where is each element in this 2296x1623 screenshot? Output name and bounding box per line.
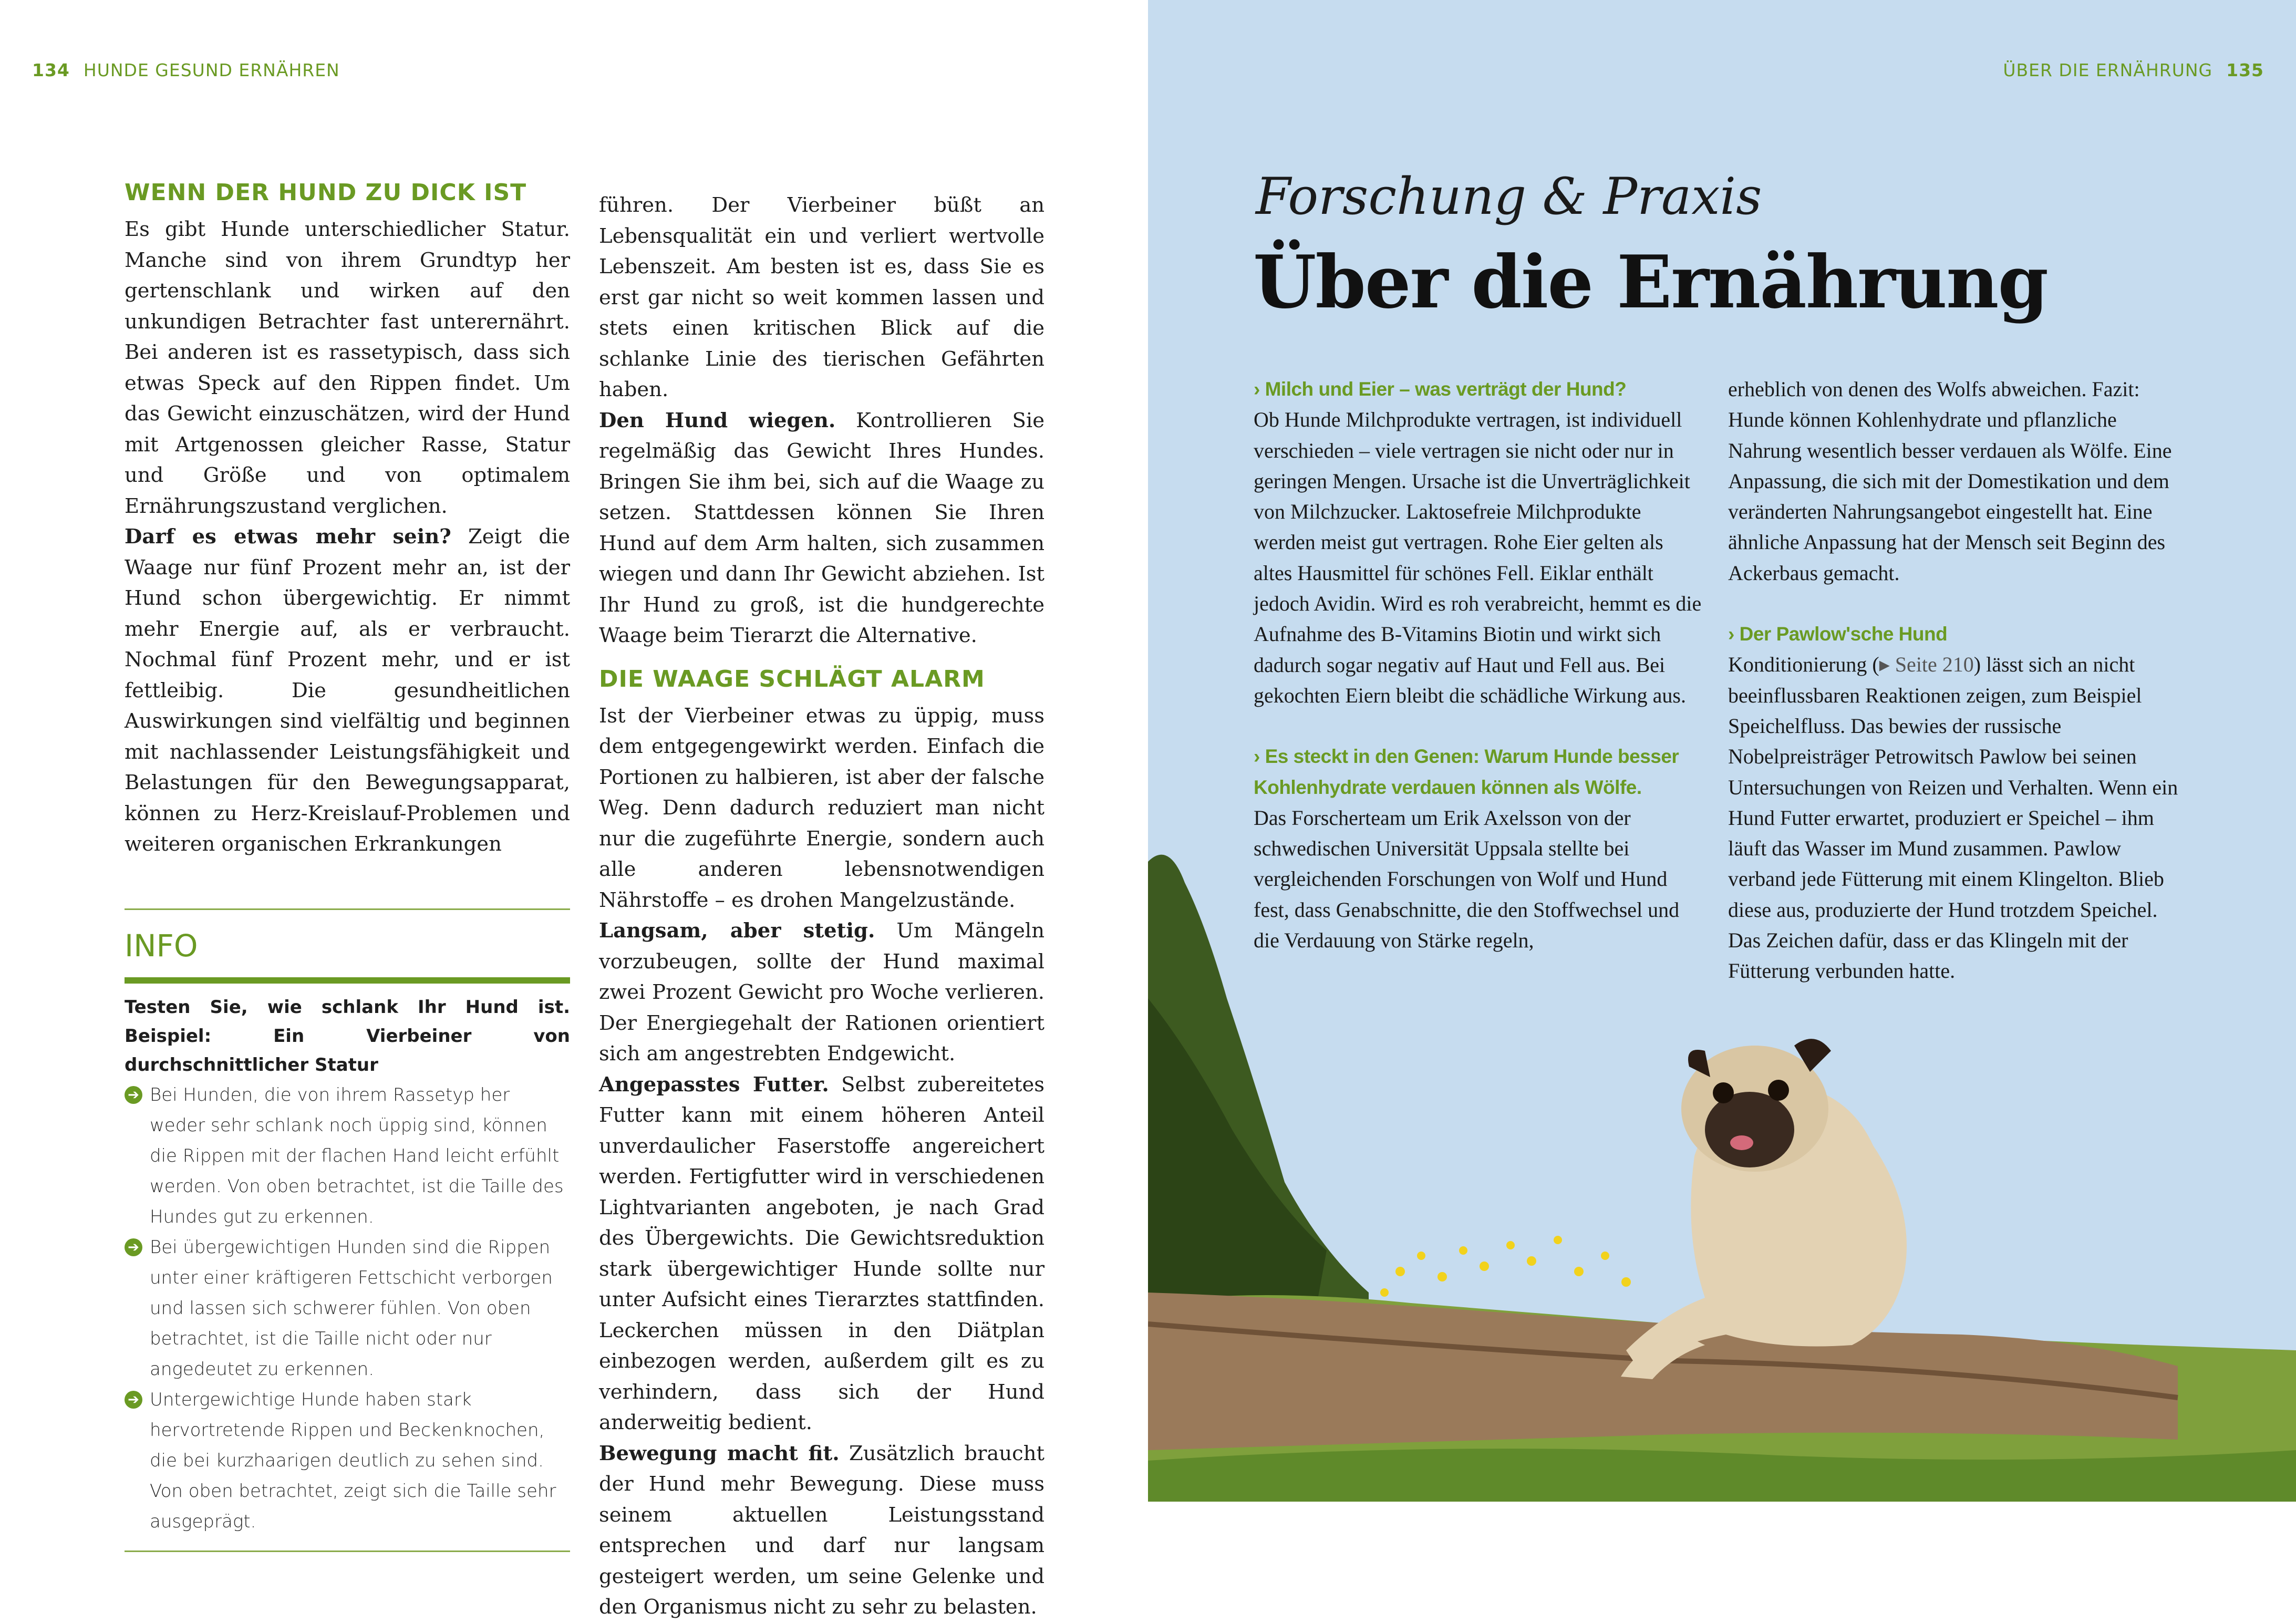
paragraph: Es gibt Hunde unterschiedlicher Statur. Manche sind von ihrem Grundtyp her gertenschlank und wirken auf den unkundigen Betrachter fast unterernährt. Bei anderen ist es rassetypisch, dass sich etwas Speck auf den Rippen findet. Um das Gewicht einzuschätzen, wird der Hund mit Artgenossen gleicher Rasse, Statur und Größe und von optimalem Ernährungszustand verglichen. [125, 218, 570, 518]
list-item [125, 1384, 570, 1537]
list-item-text: Untergewichtige Hunde haben stark hervortretende Rippen und Beckenknochen, die bei kurzhaarigen deutlich zu sehen sind. Von oben betrachtet, zeigt sich die Taille sehr ausgeprägt. [150, 1389, 556, 1532]
page-reference-link[interactable]: ▸ Seite 210 [1879, 653, 1974, 677]
list-item-text: Bei Hunden, die von ihrem Rassetyp her weder sehr schlank noch üppig sind, können die Rippen mit der flachen Hand leicht erfühlt werden. Von oben betrachtet, ist die Taille des Hundes gut zu erkennen. [150, 1084, 564, 1227]
paragraph-lead: Darf es etwas mehr sein? [125, 525, 451, 549]
list-item-text: Bei übergewichtigen Hunden sind die Rippen unter einer kräftigeren Fettschicht verborgen und lassen sich schwerer fühlen. Von oben betrachtet, ist die Taille nicht oder nur angedeutet zu erkennen. [150, 1236, 553, 1380]
paragraph [599, 916, 1044, 1070]
yellow-flowers [1380, 1236, 1631, 1297]
paragraph: erheblich von denen des Wolfs abweichen. Fazit: Hunde können Kohlenhydrate und pflanzliche Nahrung wesentlich besser verdauen als Wölfe. Eine Anpassung, die sich mit der Domestikation und dem veränderten Nahrungsangebot eingestellt hat. Eine ähnliche Anpassung hat der Mensch seit Beginn des Ackerbaus gemacht. [1728, 377, 2172, 585]
running-head-right [2003, 60, 2264, 80]
list-item [125, 1232, 570, 1384]
right-column-1 [1254, 374, 1705, 956]
paragraph: führen. Der Vierbeiner büßt an Lebensqualität ein und verliert wertvolle Lebenszeit. Am besten ist es, dass Sie es erst gar nicht so weit kommen lassen und stets einen kritischen Blick auf die schlanke Linie des tierischen Gefährten haben. [599, 193, 1044, 401]
info-title: INFO [125, 927, 198, 964]
info-box [125, 910, 570, 1552]
page-title: Über die Ernährung [1253, 239, 2047, 325]
paragraph [599, 1439, 1044, 1623]
pug [1621, 1039, 1907, 1379]
running-head-text: ÜBER DIE ERNÄHRUNG [2003, 60, 2213, 80]
paragraph-lead: Bewegung macht fit. [599, 1441, 840, 1465]
paragraph: Das Forscherteam um Erik Axelsson von der schwedischen Universität Uppsala stellte bei vergleichenden Forschungen von Wolf und Hund fest, dass Genabschnitte, die den Stoffwechsel und die Verdauung von Stärke regeln, [1254, 805, 1680, 953]
paragraph-text: Zeigt die Waage nur fünf Prozent mehr an, ist der Hund schon übergewichtig. Er nimmt mehr Energie auf, als er verbraucht. Nochmal fünf Prozent mehr, und er ist fettleibig. Die gesundheitlichen Auswirkungen sind vielfältig und beginnen mit nachlassender Leistungsfähigkeit und Belastungen für den Bewegungsapparat, können zu Herz-Kreislauf-Problemen und weiteren organischen Erkrankungen [125, 525, 570, 856]
page-number: 134 [32, 60, 70, 80]
section-heading: DIE WAAGE SCHLÄGT ALARM [599, 665, 985, 692]
column-1 [125, 178, 570, 1552]
paragraph-text: Konditionierung ( [1728, 653, 1879, 677]
paragraph-lead: Angepasstes Futter. [599, 1072, 829, 1097]
arrow-right-circle-icon: ➔ [125, 1391, 142, 1409]
column-2 [599, 190, 1044, 1623]
paragraph-text: Kontrollieren Sie regelmäßig das Gewicht Ihres Hundes. Bringen Sie ihm bei, sich auf die Waage zu setzen. Stattdessen können Sie Ihren Hund auf dem Arm halten, sich zusammen wiegen und dann Ihr Gewicht abziehen. Ist Ihr Hund zu groß, ist die hundgerechte Waage beim Tierarzt die Alternative. [599, 408, 1044, 647]
right-page [1148, 0, 2296, 1502]
running-head-left [32, 60, 340, 80]
page-number: 135 [2226, 60, 2264, 80]
paragraph [599, 406, 1044, 652]
paragraph-text: Um Mängeln vorzubeugen, sollte der Hund maximal zwei Prozent Gewicht pro Woche verlieren. Der Energiegehalt der Rationen orientiert sich am angestrebten Endgewicht. [599, 919, 1044, 1066]
paragraph [1728, 649, 2180, 986]
arrow-right-circle-icon: ➔ [125, 1086, 142, 1104]
paragraph: Ist der Vierbeiner etwas zu üppig, muss dem entgegengewirkt werden. Einfach die Portionen zu halbieren, ist aber der falsche Weg. Denn dadurch reduziert man nicht nur die zugeführte Energie, sondern auch alle anderen lebensnotwendigen Nährstoffe – es drohen Mangelzustände. [599, 704, 1044, 912]
info-list [125, 1080, 570, 1537]
log [1148, 1293, 2178, 1450]
divider [125, 1550, 570, 1552]
paragraph: Ob Hunde Milchprodukte vertragen, ist individuell verschieden – viele vertragen sie nicht oder nur in geringen Mengen. Ursache ist die Unverträglichkeit von Milchzucker. Laktosefreie Milchprodukte werden meist gut vertragen. Rohe Eier gelten als altes Hausmittel für schönes Fell. Eiklar enthält jedoch Avidin. Wird es roh verabreicht, hemmt es die Aufnahme des B-Vitamins Biotin und wirkt sich dadurch sogar negativ auf Haut und Fell aus. Bei gekochten Eiern bleibt die schädliche Wirkung aus. [1254, 408, 1702, 707]
paragraph-text: Selbst zubereitetes Futter kann mit einem höheren Anteil unverdaulicher Faserstoffe angereichert werden. Fertigfutter wird in verschiedenen Lightvarianten angeboten, je nach Grad des Übergewichts. Die Gewichtsreduktion stark übergewichtiger Hunde sollte nur unter Aufsicht eines Tierarztes stattfinden. Leckerchen müssen in den Diätplan einbezogen werden, außerdem gilt es zu verhindern, dass sich der Hund anderweitig bedient. [599, 1072, 1044, 1434]
info-subtitle: Testen Sie, wie schlank Ihr Hund ist. Beispiel: Ein Vierbeiner von durchschnittlicher Statur [125, 996, 570, 1076]
paragraph-text: ) lässt sich an nicht beeinflussbaren Reaktionen zeigen, zum Beispiel Speichelfluss. Das bewies der russische Nobelpreisträger Petrowitsch Pawlow bei seinen Untersuchungen von Reizen und Verhalten. Wenn ein Hund Futter erwartet, produziert er Speichel – ihm läuft das Wasser im Mund zusammen. Pawlow verband jede Fütterung mit einem Klingelton. Blieb diese aus, produzierte der Hund trotzdem Speichel. Das Zeichen dafür, dass er das Klingeln mit der Fütterung verbunden hatte. [1728, 653, 2178, 983]
subheading: › Es steckt in den Genen: Warum Hunde besser Kohlenhydrate verdauen können als Wölfe. [1254, 746, 1679, 798]
running-head-text: HUNDE GESUND ERNÄHREN [83, 60, 340, 80]
info-bar [125, 977, 570, 984]
right-column-2 [1728, 374, 2180, 987]
subheading: › Milch und Eier – was verträgt der Hund? [1254, 378, 1627, 400]
list-item [125, 1080, 570, 1232]
paragraph [599, 1070, 1044, 1439]
subheading: › Der Pawlow'sche Hund [1728, 623, 1948, 645]
paragraph-lead: Den Hund wiegen. [599, 408, 836, 432]
arrow-right-circle-icon: ➔ [125, 1238, 142, 1256]
left-page [0, 0, 1148, 1619]
kicker: Forschung & Praxis [1256, 167, 1762, 226]
paragraph-text: Zusätzlich braucht der Hund mehr Bewegung. Diese muss seinem aktuellen Leistungsstand entsprechen und darf nur langsam gesteigert werden, um seine Gelenke und den Organismus nicht zu sehr zu belasten. [599, 1441, 1044, 1619]
paragraph-lead: Langsam, aber stetig. [599, 919, 875, 943]
section-heading: WENN DER HUND ZU DICK IST [125, 179, 527, 206]
paragraph [125, 522, 570, 860]
